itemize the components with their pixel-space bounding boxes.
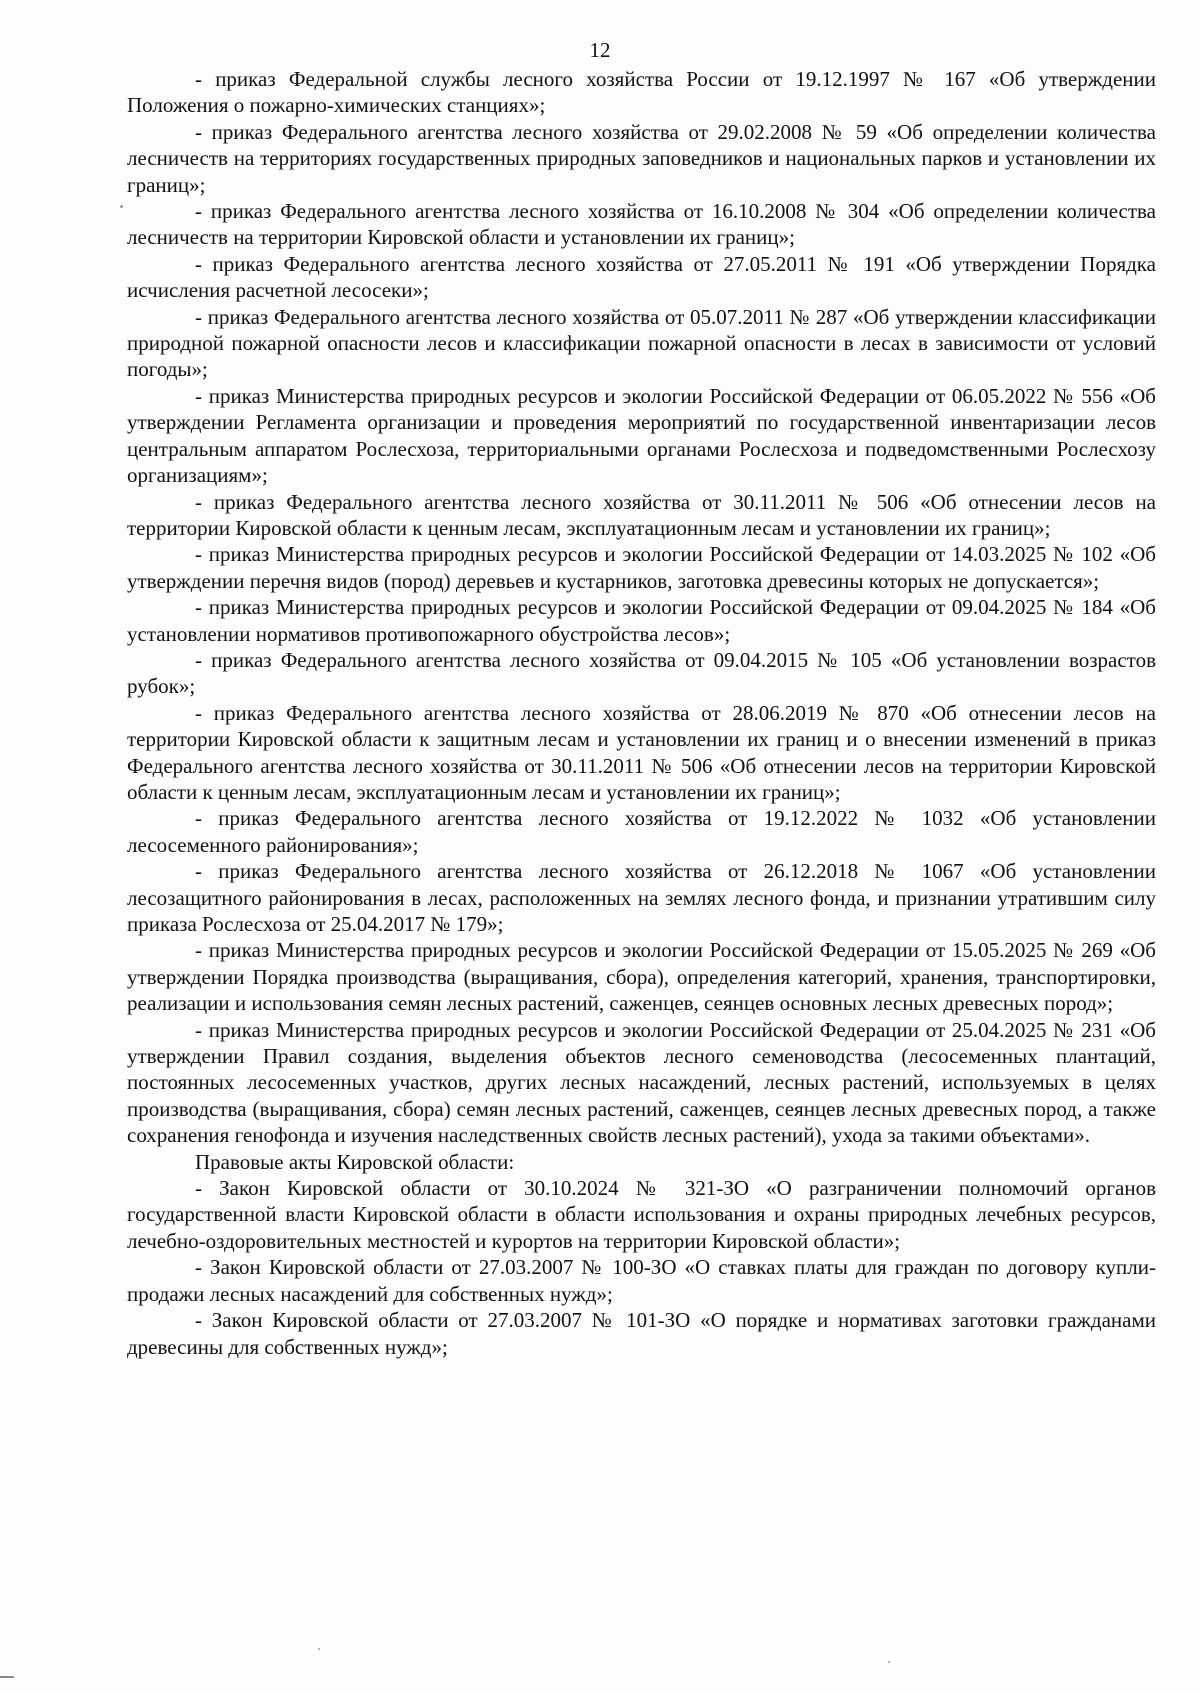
list-item-order-2011-191: - приказ Федерального агентства лесного хозяйства от 27.05.2011 № 191 «Об утверждении Порядка исчисления расчетной лесосеки»; <box>127 251 1156 303</box>
list-item-order-2015-105: - приказ Федерального агентства лесного хозяйства от 09.04.2015 № 105 «Об установлении возрастов рубок»; <box>127 647 1156 699</box>
scan-speck <box>318 1648 320 1650</box>
document-body <box>127 66 1156 1360</box>
scan-speck <box>120 205 123 208</box>
list-item-order-2025-184: - приказ Министерства природных ресурсов и экологии Российской Федерации от 09.04.2025 № 184 «Об установлении нормативов противопожарного обустройства лесов»; <box>127 595 1156 646</box>
list-item-order-2011-506: - приказ Федерального агентства лесного хозяйства от 30.11.2011 № 506 «Об отнесении лесов на территории Кировской области к ценным лесам, эксплуатационным лесам и установлении их границ»; <box>127 489 1156 540</box>
list-item-order-2022-1032: - приказ Федерального агентства лесного хозяйства от 19.12.2022 № 1032 «Об установлении лесосеменного районирования»; <box>127 806 1156 857</box>
list-item-order-2022-556: - приказ Министерства природных ресурсов и экологии Российской Федерации от 06.05.2022 № 556 «Об утверждении Регламента организации и проведения мероприятий по государственной инвентаризации лесов центральным аппаратом Рослесхоза, территориальными органами Рослесхоза и подведомственными Рослесхозу организациям»; <box>127 383 1156 488</box>
section-heading-kirov-acts: Правовые акты Кировской области: <box>195 1149 515 1174</box>
scan-speck <box>888 1661 890 1663</box>
list-item-law-2024-321: - Закон Кировской области от 30.10.2024 № 321-ЗО «О разграничении полномочий органов государственной власти Кировской области в области использования и охраны природных лечебных ресурсов, лечебно-оздоровительных местностей и курортов на территории Кировской области»; <box>127 1176 1156 1253</box>
list-item-order-2018-1067: - приказ Федерального агентства лесного хозяйства от 26.12.2018 № 1067 «Об установлении лесозащитного районирования в лесах, расположенных на землях лесного фонда, и признании утратившим силу приказа Рослесхоза от 25.04.2017 № 179»; <box>127 859 1156 936</box>
list-item-order-2008-304: - приказ Федерального агентства лесного хозяйства от 16.10.2008 № 304 «Об определении количества лесничеств на территории Кировской области и установлении их границ»; <box>127 199 1156 250</box>
page-number: 12 <box>589 38 611 62</box>
list-item-order-2011-287: - приказ Федерального агентства лесного хозяйства от 05.07.2011 № 287 «Об утверждении классификации природной пожарной опасности лесов и классификации пожарной опасности в лесах в зависимости от условий погоды»; <box>127 304 1156 382</box>
list-item-law-2007-100: - Закон Кировской области от 27.03.2007 № 100-ЗО «О ставках платы для граждан по договору купли-продажи лесных насаждений для собственных нужд»; <box>127 1255 1156 1306</box>
list-item-law-2007-101: - Закон Кировской области от 27.03.2007 № 101-ЗО «О порядке и нормативах заготовки гражданами древесины для собственных нужд»; <box>127 1308 1156 1359</box>
list-item-order-2025-269: - приказ Министерства природных ресурсов и экологии Российской Федерации от 15.05.2025 № 269 «Об утверждении Порядка производства (выращивания, сбора), определения категорий, хранения, транспортировки, реализации и использования семян лесных растений, саженцев, сеянцев основных лесных древесных пород»; <box>127 938 1156 1016</box>
list-item-order-2025-102: - приказ Министерства природных ресурсов и экологии Российской Федерации от 14.03.2025 № 102 «Об утверждении перечня видов (пород) деревьев и кустарников, заготовка древесины которых не допускается»; <box>127 542 1156 593</box>
list-item-order-2008-59: - приказ Федерального агентства лесного хозяйства от 29.02.2008 № 59 «Об определении количества лесничеств на территориях государственных природных заповедников и национальных парков и установлении их границ»; <box>127 119 1156 197</box>
list-item-order-1997-167: - приказ Федеральной службы лесного хозяйства России от 19.12.1997 № 167 «Об утверждении Положения о пожарно-химических станциях»; <box>127 67 1156 118</box>
list-item-order-2025-231: - приказ Министерства природных ресурсов и экологии Российской Федерации от 25.04.2025 № 231 «Об утверждении Правил создания, выделения объектов лесного семеноводства (лесосеменных плантаций, постоянных лесосеменных участков, других лесных насаждений, лесных растений, используемых в целях производства (выращивания, сбора) семян лесных растений, саженцев, сеянцев лесных древесных пород, а также сохранения генофонда и изучения наследственных свойств лесных растений), ухода за такими объектами». <box>127 1017 1156 1148</box>
list-item-order-2019-870: - приказ Федерального агентства лесного хозяйства от 28.06.2019 № 870 «Об отнесении лесов на территории Кировской области к защитным лесам и установлении их границ и о внесении изменений в приказ Федерального агентства лесного хозяйства от 30.11.2011 № 506 «Об отнесении лесов на территории Кировской области к ценным лесам, эксплуатационным лесам и установлении их границ»; <box>127 700 1156 804</box>
scan-edge-mark <box>0 1676 14 1678</box>
